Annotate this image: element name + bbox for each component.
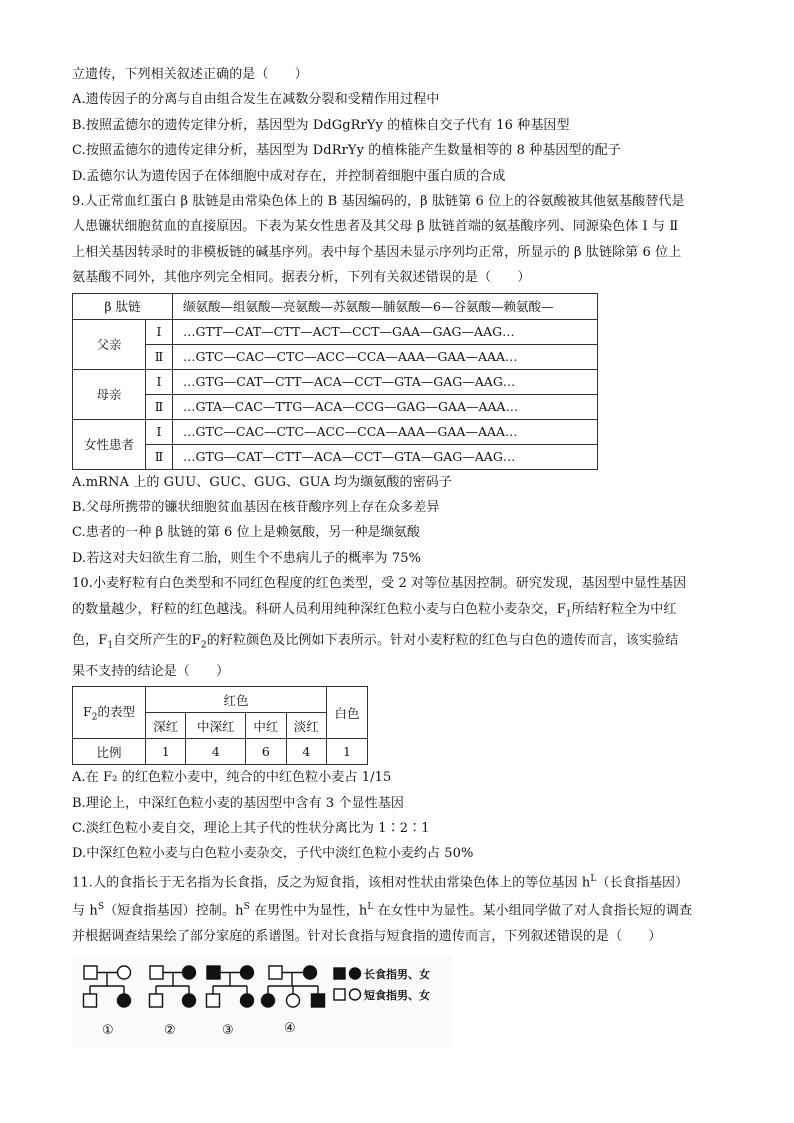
q10-ratio: 4 xyxy=(286,739,326,765)
q11-stem-line2: 与 $h^S$（短食指基因）控制。$h^S$ 在男性中为显性，$h^L$ 在女性中为显性。某小组同学做了对人食指长短的调查 xyxy=(72,902,693,919)
legend-long-label: 长食指男、女 xyxy=(364,967,430,981)
q10-stem-line1: 10.小麦籽粒有白色类型和不同红色程度的红色类型，受 2 对等位基因控制。研究发现，基因型中显性基因 xyxy=(72,576,687,592)
female-unaffected-symbol xyxy=(118,966,131,979)
q9-seq: …GTG—CAT—CTT—ACA—CCT—GTA—GAG—AAG… xyxy=(173,444,598,469)
q9-chrom: Ⅰ xyxy=(146,319,173,344)
q11-pedigree-figure xyxy=(72,956,452,1048)
q9-stem-line3: 上相关基因转录时的非模板链的碱基序列。表中每个基因未显示序列均正常，所显示的 β 肽链除第 6 位上 xyxy=(72,244,682,260)
q10-stem-text: 色， xyxy=(72,632,99,648)
q8-option-c: C.按照孟德尔的遗传定律分析，基因型为 DdRrYy 的植株能产生数量相等的 8 种基因型的配子 xyxy=(72,143,621,159)
q10-cat: 中红 xyxy=(246,713,286,739)
male-unaffected-symbol xyxy=(84,966,97,979)
female-affected-symbol xyxy=(241,994,254,1007)
q9-seq: …GTC—CAC—CTC—ACC—CCA—AAA—GAA—AAA… xyxy=(173,419,598,444)
q9-option-d: D.若这对夫妇欲生育二胎，则生个不患病儿子的概率为 75% xyxy=(72,550,422,566)
female-unaffected-symbol xyxy=(287,994,300,1007)
q10-stem-text: 自交所产生的 xyxy=(113,632,192,648)
q10-option-c: C.淡红色粒小麦自交，理论上其子代的性状分离比为 1∶2∶1 xyxy=(72,820,430,836)
male-unaffected-symbol xyxy=(84,994,97,1007)
q10-option-d: D.中深红色粒小麦与白色粒小麦杂交，子代中淡红色粒小麦约占 50% xyxy=(72,846,474,862)
q8-option-a: A.遗传因子的分离与自由组合发生在减数分裂和受精作用过程中 xyxy=(72,92,440,108)
q9-sequence-table xyxy=(72,293,598,470)
q9-seq: …GTA—CAC—TTG—ACA—CCG—GAG—GAA—AAA… xyxy=(173,394,598,419)
legend-male-affected xyxy=(334,968,345,979)
q9-seq: …GTT—CAT—CTT—ACT—CCT—GAA—GAG—AAG… xyxy=(173,319,598,344)
legend-short-label: 短食指男、女 xyxy=(364,988,430,1002)
q10-stem-text: 所结籽粒全为中红 xyxy=(571,601,677,617)
family-label: ① xyxy=(102,1022,114,1038)
q10-cat: 淡红 xyxy=(286,713,326,739)
q11-stem-text: 11.人的食指长于无名指为长食指，反之为短食指，该相对性状由常染色体上的等位基因 h xyxy=(72,875,591,891)
q10-stem-text: 的数量越少，籽粒的红色越浅。科研人员利用纯种深红色粒小麦与白色粒小麦杂交， xyxy=(72,601,557,617)
q9-person-father: 父亲 xyxy=(73,319,146,369)
q10-ratio: 4 xyxy=(186,739,246,765)
q10-stem-text: 的籽粒颜色及比例如下表所示。针对小麦籽粒的红色与白色的遗传而言，该实验结 xyxy=(206,632,679,648)
q10-option-a: A.在 F₂ 的红色粒小麦中，纯合的中红色粒小麦占 1/15 xyxy=(72,770,392,786)
male-unaffected-symbol xyxy=(269,966,282,979)
male-affected-symbol xyxy=(312,994,325,1007)
q10-table-white: 白色 xyxy=(327,687,368,739)
q9-table-header-seq: 缬氨酸—组氨酸—亮氨酸—苏氨酸—脯氨酸—6—谷氨酸—赖氨酸— xyxy=(173,293,598,319)
female-affected-symbol xyxy=(241,966,254,979)
q11-stem-line1: 11.人的食指长于无名指为长食指，反之为短食指，该相对性状由常染色体上的等位基因 $h^L$（长食指基因） xyxy=(72,873,689,891)
q9-chrom: Ⅰ xyxy=(146,419,173,444)
q11-stem-text: （长食指基因） xyxy=(596,875,689,891)
female-affected-symbol xyxy=(183,994,196,1007)
q9-chrom: Ⅱ xyxy=(146,394,173,419)
female-affected-symbol xyxy=(183,966,196,979)
q11-stem-line3: 并根据调查结果绘了部分家庭的系谱图。针对长食指与短食指的遗传而言，下列叙述错误的是（ ） xyxy=(72,929,662,945)
q10-table-header: $F_2$的表型 xyxy=(73,687,146,739)
q8-stem-end: 立遗传，下列相关叙述正确的是（ ） xyxy=(72,67,308,82)
family-label: ② xyxy=(164,1022,176,1038)
q10-stem-line2: 的数量越少，籽粒的红色越浅。科研人员利用纯种深红色粒小麦与白色粒小麦杂交，$F_1$所结籽粒全为中红 xyxy=(72,601,677,620)
exam-page xyxy=(72,62,722,1052)
q9-option-c: C.患者的一种 β 肽链的第 6 位上是赖氨酸，另一种是缬氨酸 xyxy=(72,525,421,541)
male-unaffected-symbol xyxy=(207,994,220,1007)
q11-stem-text: （短食指基因）控制。h xyxy=(104,903,244,919)
q9-chrom: Ⅱ xyxy=(146,344,173,369)
q8-option-b: B.按照孟德尔的遗传定律分析，基因型为 DdGgRrYy 的植株自交子代有 16 种基因型 xyxy=(72,117,570,133)
female-affected-symbol xyxy=(118,994,131,1007)
q9-table-header-label: β 肽链 xyxy=(73,293,173,319)
family-label: ④ xyxy=(284,1020,296,1036)
legend-male-unaffected xyxy=(334,989,345,1000)
q10-stem-line3: 色，$F_1$自交所产生的$F_2$的籽粒颜色及比例如下表所示。针对小麦籽粒的红色与白色的遗传而言，该实验结 xyxy=(72,632,679,651)
q10-option-b: B.理论上，中深红色粒小麦的基因型中含有 3 个显性基因 xyxy=(72,795,405,811)
q9-option-a: A.mRNA 上的 GUU、GUC、GUG、GUA 均为缬氨酸的密码子 xyxy=(72,474,452,490)
family-label: ③ xyxy=(222,1022,234,1038)
q9-stem-line1: 9.人正常血红蛋白 β 肽链是由常染色体上的 B 基因编码的，β 肽链第 6 位上的谷氨酸被其他氨基酸替代是 xyxy=(72,194,685,210)
q9-option-b: B.父母所携带的镰状细胞贫血基因在核苷酸序列上存在众多差异 xyxy=(72,500,440,516)
q9-person-mother: 母亲 xyxy=(73,369,146,419)
female-affected-symbol xyxy=(262,994,275,1007)
male-unaffected-symbol xyxy=(150,994,163,1007)
male-unaffected-symbol xyxy=(150,966,163,979)
q10-cat: 深红 xyxy=(146,713,186,739)
q11-stem-text: 与 h xyxy=(72,903,98,919)
male-affected-symbol xyxy=(207,966,220,979)
q10-ratio-label: 比例 xyxy=(73,739,146,765)
legend-female-affected xyxy=(350,968,361,979)
female-affected-symbol xyxy=(304,966,317,979)
q10-ratio-table xyxy=(72,686,368,765)
q10-table-header-text: 的表型 xyxy=(97,704,135,720)
q10-table-red: 红色 xyxy=(146,687,327,713)
q9-chrom: Ⅱ xyxy=(146,444,173,469)
q9-seq: …GTC—CAC—CTC—ACC—CCA—AAA—GAA—AAA… xyxy=(173,344,598,369)
q9-person-patient: 女性患者 xyxy=(73,419,146,469)
q9-seq: …GTG—CAT—CTT—ACA—CCT—GTA—GAG—AAG… xyxy=(173,369,598,394)
q9-stem-line2: 人患镰状细胞贫血的直接原因。下表为某女性患者及其父母 β 肽链首端的氨基酸序列、同源染色体 Ⅰ 与 Ⅱ xyxy=(72,219,679,235)
q10-ratio: 1 xyxy=(327,739,368,765)
legend-female-unaffected xyxy=(350,989,361,1000)
q11-stem-text: 在女性中为显性。某小组同学做了对人食指长短的调查 xyxy=(373,903,693,919)
q10-cat: 中深红 xyxy=(186,713,246,739)
q9-chrom: Ⅰ xyxy=(146,369,173,394)
q10-ratio: 6 xyxy=(246,739,286,765)
q10-ratio: 1 xyxy=(146,739,186,765)
q11-stem-text: 在男性中为显性，h xyxy=(249,903,368,919)
q8-option-d: D.孟德尔认为遗传因子在体细胞中成对存在，并控制着细胞中蛋白质的合成 xyxy=(72,168,506,184)
q9-stem-line4: 氨基酸不同外，其他序列完全相同。据表分析，下列有关叙述错误的是（ ） xyxy=(72,270,531,286)
q10-stem-line4: 果不支持的结论是（ ） xyxy=(72,663,230,679)
